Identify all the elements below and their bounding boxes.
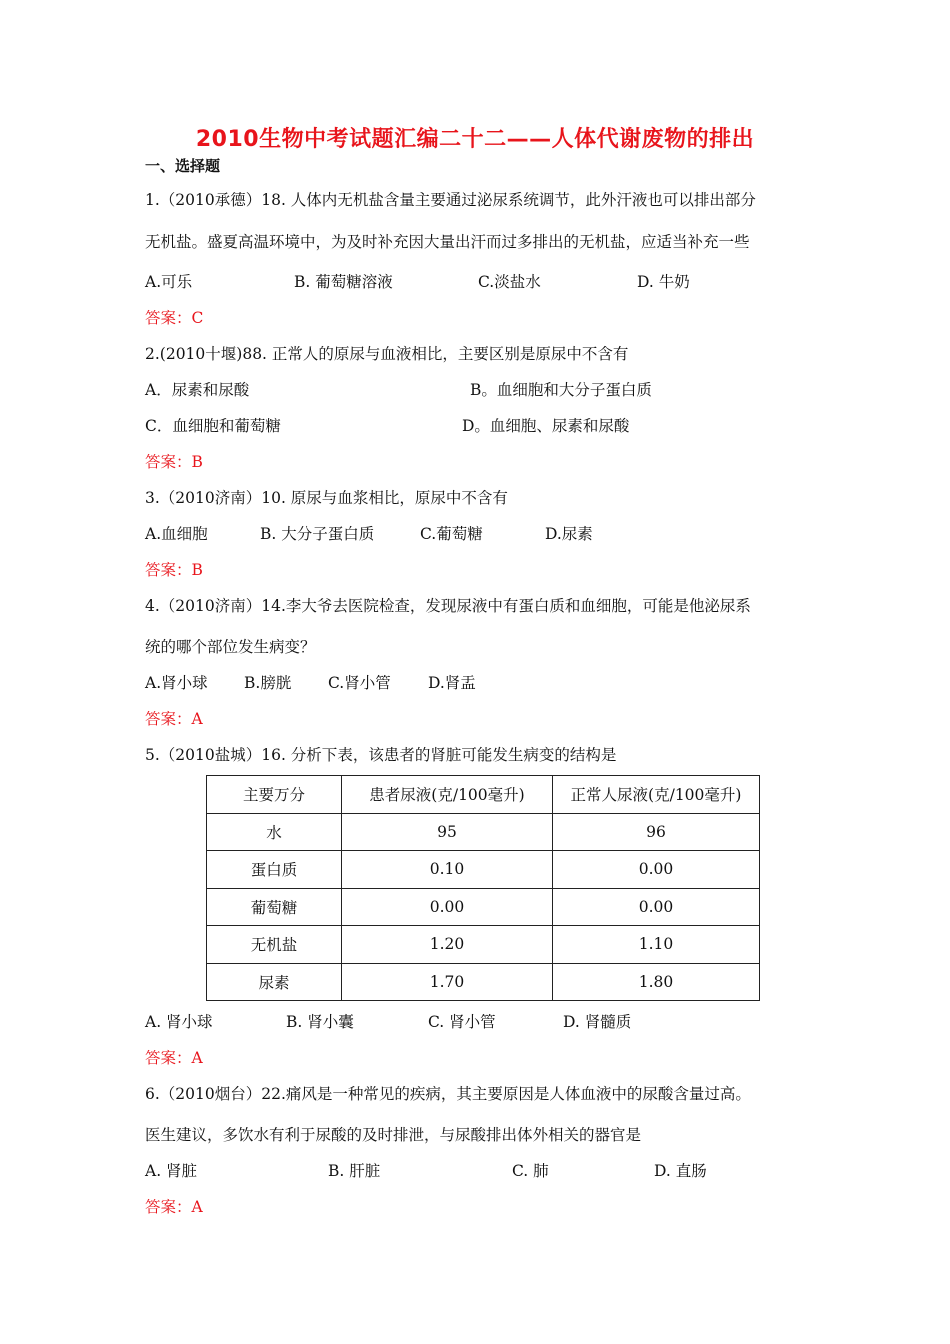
q4-line2: 统的哪个部位发生病变？: [145, 638, 316, 656]
page-title: 2010生物中考试题汇编二十二——人体代谢废物的排出: [195, 127, 755, 152]
table-cell: 无机盐: [207, 926, 342, 964]
q6-line2: 医生建议，多饮水有利于尿酸的及时排泄，与尿酸排出体外相关的器官是: [145, 1126, 642, 1144]
q3-line1: 3.（2010济南）10. 原尿与血浆相比，原尿中不含有: [145, 489, 508, 507]
q4-line1: 4.（2010济南）14.李大爷去医院检查，发现尿液中有蛋白质和血细胞，可能是他泌尿系: [145, 597, 751, 615]
table-cell: 葡萄糖: [207, 888, 342, 926]
q5-option-b: B. 肾小囊: [286, 1013, 354, 1031]
q6-answer: 答案：A: [145, 1198, 203, 1216]
q1-option-d: D. 牛奶: [637, 273, 690, 291]
q6-option-a: A. 肾脏: [145, 1162, 198, 1180]
q5-answer: 答案：A: [145, 1049, 203, 1067]
q6-option-d: D. 直肠: [654, 1162, 707, 1180]
table-cell: 95: [342, 813, 553, 851]
q1-line1: 1.（2010承德）18. 人体内无机盐含量主要通过泌尿系统调节，此外汗液也可以排出部分: [145, 191, 756, 209]
table-cell: 96: [553, 813, 760, 851]
q3-option-c: C.葡萄糖: [420, 525, 483, 543]
table-cell: 0.10: [342, 851, 553, 889]
q6-line1: 6.（2010烟台）22.痛风是一种常见的疾病，其主要原因是人体血液中的尿酸含量过高。: [145, 1085, 751, 1103]
table-row: [207, 813, 760, 851]
q4-answer: 答案：A: [145, 710, 203, 728]
table-cell: 1.80: [553, 963, 760, 1001]
table-row: [207, 851, 760, 889]
q1-line2: 无机盐。盛夏高温环境中，为及时补充因大量出汗而过多排出的无机盐，应适当补充一些: [145, 233, 750, 251]
q1-option-c: C.淡盐水: [478, 273, 541, 291]
q2-option-d: D。血细胞、尿素和尿酸: [462, 417, 630, 435]
table-row: [207, 926, 760, 964]
section-heading: 一、选择题: [145, 157, 221, 175]
q1-option-a: A.可乐: [145, 273, 193, 291]
table-header-cell: 患者尿液(克/100毫升): [342, 776, 553, 814]
q1-option-b: B. 葡萄糖溶液: [294, 273, 393, 291]
table-cell: 0.00: [553, 888, 760, 926]
q2-option-c: C．血细胞和葡萄糖: [145, 417, 281, 435]
table-row: [207, 888, 760, 926]
q2-answer: 答案：B: [145, 453, 203, 471]
q5-option-c: C. 肾小管: [428, 1013, 496, 1031]
table-cell: 蛋白质: [207, 851, 342, 889]
table-cell: 0.00: [553, 851, 760, 889]
table-header-row: [207, 776, 760, 814]
table-cell: 1.70: [342, 963, 553, 1001]
q2-option-a: A．尿素和尿酸: [145, 381, 250, 399]
q4-option-d: D.肾盂: [428, 674, 476, 692]
q3-option-b: B. 大分子蛋白质: [260, 525, 375, 543]
table-cell: 0.00: [342, 888, 553, 926]
q2-option-b: B。血细胞和大分子蛋白质: [470, 381, 652, 399]
q5-line1: 5.（2010盐城）16. 分析下表，该患者的肾脏可能发生病变的结构是: [145, 746, 617, 764]
q5-option-a: A. 肾小球: [145, 1013, 213, 1031]
q4-option-a: A.肾小球: [145, 674, 208, 692]
table-cell: 1.20: [342, 926, 553, 964]
q5-option-d: D. 肾髓质: [563, 1013, 632, 1031]
q1-answer: 答案：C: [145, 309, 204, 327]
q6-option-b: B. 肝脏: [328, 1162, 381, 1180]
q2-line1: 2.(2010十堰)88. 正常人的原尿与血液相比，主要区别是原尿中不含有: [145, 345, 629, 363]
table-cell: 尿素: [207, 963, 342, 1001]
table-row: [207, 963, 760, 1001]
table-header-cell: 正常人尿液(克/100毫升): [553, 776, 760, 814]
q4-option-b: B.膀胱: [244, 674, 292, 692]
q4-option-c: C.肾小管: [328, 674, 391, 692]
table-cell: 1.10: [553, 926, 760, 964]
q3-option-a: A.血细胞: [145, 525, 208, 543]
urine-comparison-table: [206, 775, 760, 1001]
table-header-cell: 主要万分: [207, 776, 342, 814]
q3-option-d: D.尿素: [545, 525, 593, 543]
table-cell: 水: [207, 813, 342, 851]
q3-answer: 答案：B: [145, 561, 203, 579]
q6-option-c: C. 肺: [512, 1162, 549, 1180]
